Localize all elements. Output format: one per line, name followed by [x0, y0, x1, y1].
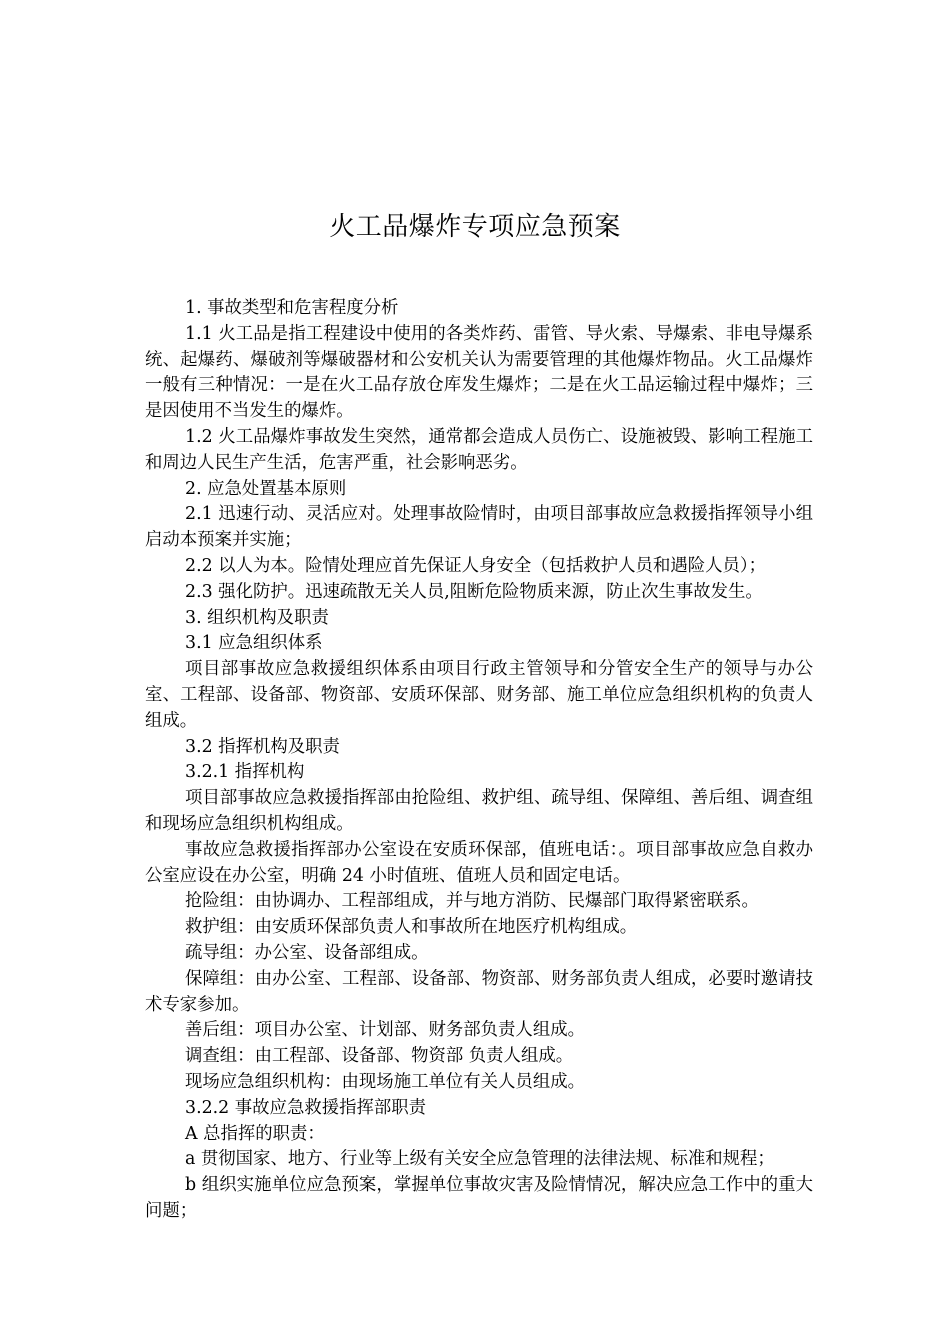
subsection-heading-3-1: 3.1 应急组织体系: [185, 633, 323, 654]
paragraph-duty-office: 事故应急救援指挥部办公室设在安质环保部，值班电话：。项目部事故应急自救办公室应设在办公室，明确 24 小时值班、值班人员和固定电话。: [145, 839, 813, 886]
subsection-heading-3-2-1: 3.2.1 指挥机构: [185, 762, 305, 783]
document-body: [145, 296, 813, 1225]
paragraph-site-organization: 现场应急组织机构：由现场施工单位有关人员组成。: [185, 1071, 585, 1092]
paragraph-1-1: 1.1 火工品是指工程建设中使用的各类炸药、雷管、导火索、导爆索、非电导爆系统、起爆药、爆破剂等爆破器材和公安机关认为需要管理的其他爆炸物品。火工品爆炸一般有三种情况：一是在火工品存放仓库发生爆炸；二是在火工品运输过程中爆炸；三是因使用不当发生的爆炸。: [145, 323, 813, 422]
paragraph-2-2: 2.2 以人为本。险情处理应首先保证人身安全（包括救护人员和遇险人员）；: [185, 555, 766, 576]
section-heading-1: 1. 事故类型和危害程度分析: [185, 298, 399, 318]
subsection-heading-3-2-2: 3.2.2 事故应急救援指挥部职责: [185, 1097, 427, 1118]
section-heading-3: 3. 组织机构及职责: [185, 607, 329, 628]
paragraph-duty-a: a 贯彻国家、地方、行业等上级有关安全应急管理的法律法规、标准和规程；: [185, 1149, 775, 1170]
paragraph-2-3: 2.3 强化防护。迅速疏散无关人员,阻断危险物质来源，防止次生事故发生。: [185, 581, 763, 602]
paragraph-command-composition: 项目部事故应急救援指挥部由抢险组、救护组、疏导组、保障组、善后组、调查组和现场应急组织机构组成。: [145, 788, 813, 834]
subsection-heading-3-2: 3.2 指挥机构及职责: [185, 736, 340, 757]
paragraph-investigation-group: 调查组：由工程部、设备部、物资部 负责人组成。: [185, 1046, 574, 1067]
paragraph-duty-b: b 组织实施单位应急预案，掌握单位事故灾害及险情情况，解决应急工作中的重大问题；: [145, 1175, 813, 1221]
paragraph-aftermath-group: 善后组：项目办公室、计划部、财务部负责人组成。: [185, 1020, 585, 1041]
paragraph-commander-duties: A 总指挥的职责：: [185, 1123, 325, 1144]
document-title: 火工品爆炸专项应急预案: [329, 212, 621, 242]
paragraph-organization-system: 项目部事故应急救援组织体系由项目行政主管领导和分管安全生产的领导与办公室、工程部、设备部、物资部、安质环保部、财务部、施工单位应急组织机构的负责人组成。: [145, 659, 813, 731]
paragraph-rescue-group: 抢险组：由协调办、工程部组成，并与地方消防、民爆部门取得紧密联系。: [185, 891, 759, 912]
paragraph-medical-group: 救护组：由安质环保部负责人和事故所在地医疗机构组成。: [185, 917, 638, 938]
paragraph-2-1: 2.1 迅速行动、灵活应对。处理事故险情时，由项目部事故应急救援指挥领导小组启动本预案并实施；: [145, 504, 813, 551]
paragraph-evacuation-group: 疏导组：办公室、设备部组成。: [185, 942, 429, 963]
paragraph-1-2: 1.2 火工品爆炸事故发生突然，通常都会造成人员伤亡、设施被毁、影响工程施工和周边人民生产生活，危害严重，社会影响恶劣。: [145, 426, 813, 473]
paragraph-support-group: 保障组：由办公室、工程部、设备部、物资部、财务部负责人组成，必要时邀请技术专家参加。: [145, 968, 813, 1015]
section-heading-2: 2. 应急处置基本原则: [185, 478, 347, 499]
